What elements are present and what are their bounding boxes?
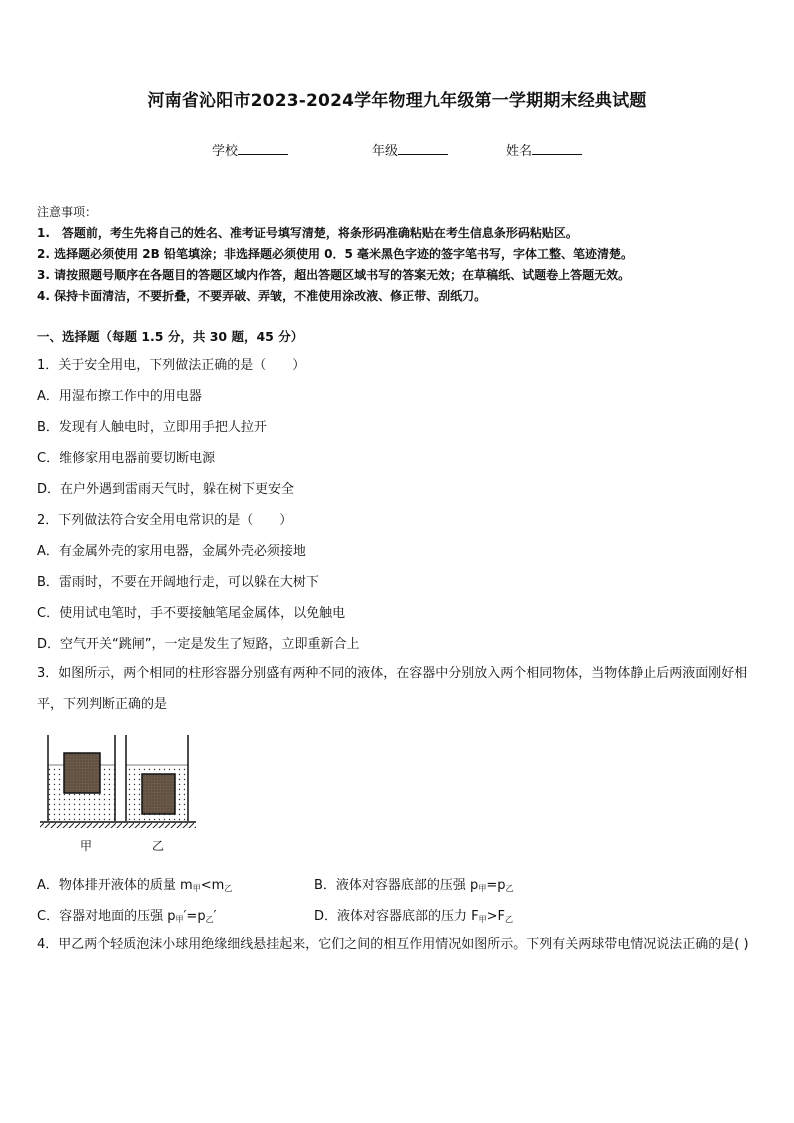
container-right — [126, 735, 188, 821]
school-label: 学校 — [212, 144, 239, 159]
q3-option-b: B．液体对容器底部的压强 $p_甲=p_乙$ — [314, 878, 514, 893]
school-field — [212, 140, 288, 159]
notice-heading: 注意事项： — [37, 205, 98, 219]
notice-item: 2. 选择题必须使用 2B 铅笔填涂；非选择题必须使用 0．5 毫米黑色字迹的签字笔书写，字体工整、笔迹清楚。 — [37, 247, 633, 261]
ground-hatch — [40, 823, 196, 828]
containers-diagram — [38, 733, 198, 855]
q4-stem: 4．甲乙两个轻质泡沫小球用绝缘细线悬挂起来，它们之间的相互作用情况如图所示。下列有关两球带电情况说法正确的是( ) — [37, 937, 749, 952]
q3-figure — [38, 733, 198, 855]
q1-option-c: C．维修家用电器前要切断电源 — [37, 451, 216, 466]
notice-item: 1. 答题前，考生先将自己的姓名、准考证号填写清楚，将条形码准确粘贴在考生信息条形码粘贴区。 — [37, 226, 578, 240]
q2-stem: 2．下列做法符合安全用电常识的是（ ） — [37, 513, 293, 528]
name-label: 姓名 — [506, 144, 533, 159]
q2-option-a: A．有金属外壳的家用电器，金属外壳必须接地 — [37, 544, 306, 559]
label-jia: 甲 — [80, 839, 93, 853]
notice-item: 4. 保持卡面清洁，不要折叠，不要弄破、弄皱，不准使用涂改液、修正带、刮纸刀。 — [37, 289, 487, 303]
name-blank — [532, 142, 582, 155]
school-blank — [238, 142, 288, 155]
q1-stem: 1．关于安全用电，下列做法正确的是（ ） — [37, 358, 306, 373]
q1-option-a: A．用湿布擦工作中的用电器 — [37, 389, 202, 404]
q3-option-c: C．容器对地面的压强 $p_甲'=p_乙'$ — [37, 909, 217, 924]
page-title: 河南省沁阳市2023-2024学年物理九年级第一学期期末经典试题 — [147, 91, 647, 111]
section-heading: 一、选择题（每题 1.5 分，共 30 题，45 分） — [37, 329, 304, 344]
q2-option-d: D．空气开关“跳闸”，一定是发生了短路，立即重新合上 — [37, 637, 360, 652]
q3-option-d: D．液体对容器底部的压力 $F_甲>F_乙$ — [314, 909, 513, 924]
grade-field — [372, 140, 448, 159]
label-yi: 乙 — [152, 839, 165, 853]
q2-option-b: B．雷雨时，不要在开阔地行走，可以躲在大树下 — [37, 575, 319, 590]
q2-option-c: C．使用试电笔时，手不要接触笔尾金属体，以免触电 — [37, 606, 346, 621]
grade-label: 年级 — [372, 144, 399, 159]
notice-block — [37, 202, 757, 307]
q3-stem: 3．如图所示，两个相同的柱形容器分别盛有两种不同的液体，在容器中分别放入两个相同物体，当物体静止后两液面刚好相平，下列判断正确的是 — [37, 666, 748, 712]
block-right — [142, 774, 175, 814]
grade-blank — [398, 142, 448, 155]
block-left — [64, 753, 100, 793]
container-left — [48, 735, 115, 821]
q1-option-d: D．在户外遇到雷雨天气时，躲在树下更安全 — [37, 482, 295, 497]
name-field — [506, 140, 582, 159]
notice-item: 3. 请按照题号顺序在各题目的答题区域内作答，超出答题区域书写的答案无效；在草稿纸、试题卷上答题无效。 — [37, 268, 631, 282]
q1-option-b: B．发现有人触电时，立即用手把人拉开 — [37, 420, 267, 435]
q3-option-a: A．物体排开液体的质量 $m_甲<m_乙$ — [37, 878, 233, 893]
